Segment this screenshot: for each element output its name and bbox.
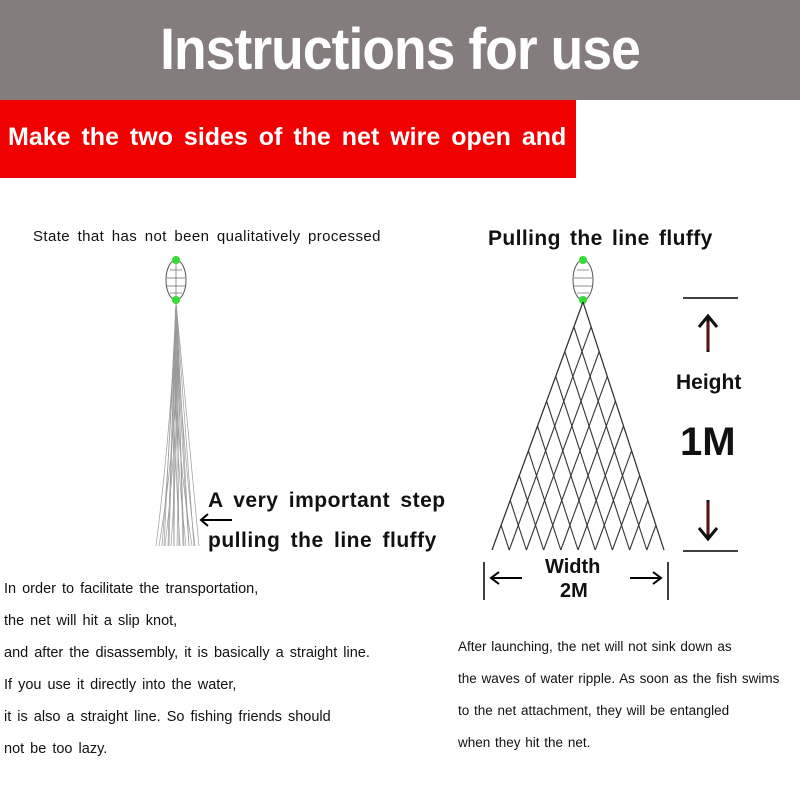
left-caption: State that has not been qualitatively processed xyxy=(33,228,381,245)
description-line: If you use it directly into the water, xyxy=(4,677,237,693)
important-step-label: A very important step xyxy=(208,489,446,512)
arrow-up-icon xyxy=(699,316,717,352)
pulling-line-label: pulling the line fluffy xyxy=(208,529,437,552)
top-float-icon xyxy=(172,256,180,264)
width-label: Width xyxy=(545,556,601,578)
closed-net-illustration xyxy=(156,256,199,546)
description-line: the waves of water ripple. As soon as the fish swims xyxy=(458,671,780,686)
open-net-illustration xyxy=(492,256,664,550)
description-line: the net will hit a slip knot, xyxy=(4,613,178,629)
height-value: 1M xyxy=(680,420,736,464)
description-line: and after the disassembly, it is basically a straight line. xyxy=(4,645,370,661)
description-line: After launching, the net will not sink down as xyxy=(458,639,732,654)
left-pointer-arrow-icon xyxy=(201,514,232,526)
arrow-right-icon xyxy=(630,572,661,584)
arrow-left-icon xyxy=(491,572,522,584)
arrow-down-icon xyxy=(699,500,717,539)
right-description xyxy=(458,636,798,764)
banner-text: Make the two sides of the net wire open and fluffy xyxy=(8,123,639,151)
description-line: when they hit the net. xyxy=(458,735,591,750)
page-title: Instructions for use xyxy=(160,17,640,82)
description-line: it is also a straight line. So fishing friends should xyxy=(4,709,331,725)
description-line: to the net attachment, they will be entangled xyxy=(458,703,730,718)
right-caption: Pulling the line fluffy xyxy=(488,227,713,250)
top-float-icon xyxy=(579,256,587,264)
left-description xyxy=(4,578,444,770)
description-line: In order to facilitate the transportation, xyxy=(4,581,259,597)
height-label: Height xyxy=(676,371,742,394)
description-line: not be too lazy. xyxy=(4,741,108,757)
width-value: 2M xyxy=(560,580,588,602)
